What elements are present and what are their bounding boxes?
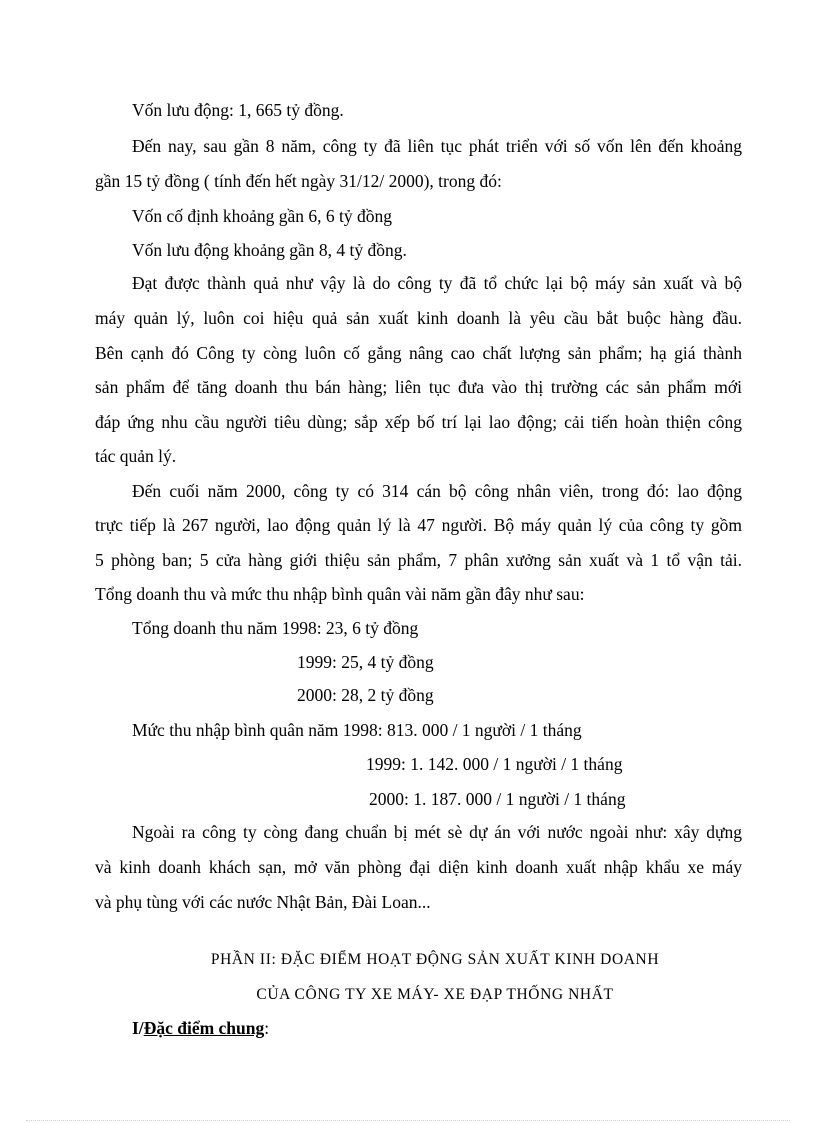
text-line: Tổng doanh thu năm 1998: 23, 6 tỷ đồng bbox=[132, 618, 419, 638]
text-line: Vốn lưu động: 1, 665 tỷ đồng. bbox=[132, 100, 344, 120]
text-line: Tổng doanh thu và mức thu nhập bình quân vài năm gần đây như sau: bbox=[95, 584, 585, 604]
text-line: và kinh doanh khách sạn, mở văn phòng đại diện kinh doanh xuất nhập khẩu xe máy bbox=[95, 857, 742, 877]
text-line: Vốn cố định khoảng gần 6, 6 tỷ đồng bbox=[132, 206, 393, 226]
page-bottom-divider bbox=[26, 1120, 790, 1121]
text-line: 5 phòng ban; 5 cửa hàng giới thiệu sản phẩm, 7 phân xưởng sản xuất và 1 tổ vận tải. bbox=[95, 550, 742, 570]
text-line: Ngoài ra công ty còng đang chuẩn bị mét sè dự án với nước ngoài như: xây dựng bbox=[132, 822, 742, 842]
text-line: 2000: 28, 2 tỷ đồng bbox=[297, 685, 434, 705]
text-line: Đến nay, sau gần 8 năm, công ty đã liên tục phát triển với số vốn lên đến khoảng bbox=[132, 136, 742, 156]
subheading bbox=[132, 1017, 269, 1039]
text-line: 2000: 1. 187. 000 / 1 người / 1 tháng bbox=[369, 789, 626, 809]
text-line: 1999: 1. 142. 000 / 1 người / 1 tháng bbox=[366, 754, 623, 774]
text-line: gần 15 tỷ đồng ( tính đến hết ngày 31/12/ 2000), trong đó: bbox=[95, 171, 502, 191]
text-line: máy quản lý, luôn coi hiệu quả sản xuất kinh doanh là yêu cầu bắt buộc hàng đầu. bbox=[95, 308, 742, 328]
text-line: trực tiếp là 267 người, lao động quản lý là 47 người. Bộ máy quản lý của công ty gồm bbox=[95, 515, 742, 535]
text-line: Mức thu nhập bình quân năm 1998: 813. 000 / 1 người / 1 tháng bbox=[132, 720, 582, 740]
text-line: và phụ tùng với các nước Nhật Bản, Đài Loan... bbox=[95, 892, 431, 912]
text-line: tác quản lý. bbox=[95, 446, 177, 466]
subheading-title: Đặc điểm chung bbox=[143, 1018, 265, 1038]
subheading-number: I/ bbox=[132, 1018, 144, 1038]
text-line: đáp ứng nhu cầu người tiêu dùng; sắp xếp bố trí lại lao động; cải tiến hoàn thiện công bbox=[95, 412, 742, 432]
text-line: Đạt được thành quả như vậy là do công ty đã tổ chức lại bộ máy sản xuất và bộ bbox=[132, 273, 742, 293]
text-line: 1999: 25, 4 tỷ đồng bbox=[297, 652, 434, 672]
text-line: sản phẩm để tăng doanh thu bán hàng; liên tục đưa vào thị trường các sản phẩm mới bbox=[95, 377, 742, 397]
section-heading-line-1: PHẦN II: ĐẶC ĐIỂM HOẠT ĐỘNG SẢN XUẤT KINH DOANH bbox=[210, 951, 660, 968]
text-line: Vốn lưu động khoảng gần 8, 4 tỷ đồng. bbox=[132, 240, 407, 260]
subheading-suffix: : bbox=[264, 1018, 270, 1038]
section-heading-line-2: CỦA CÔNG TY XE MÁY- XE ĐẠP THỐNG NHẤT bbox=[256, 986, 614, 1003]
text-line: Đến cuối năm 2000, công ty có 314 cán bộ công nhân viên, trong đó: lao động bbox=[132, 481, 742, 501]
text-line: Bên cạnh đó Công ty còng luôn cố gắng nâng cao chất lượng sản phẩm; hạ giá thành bbox=[95, 343, 742, 363]
